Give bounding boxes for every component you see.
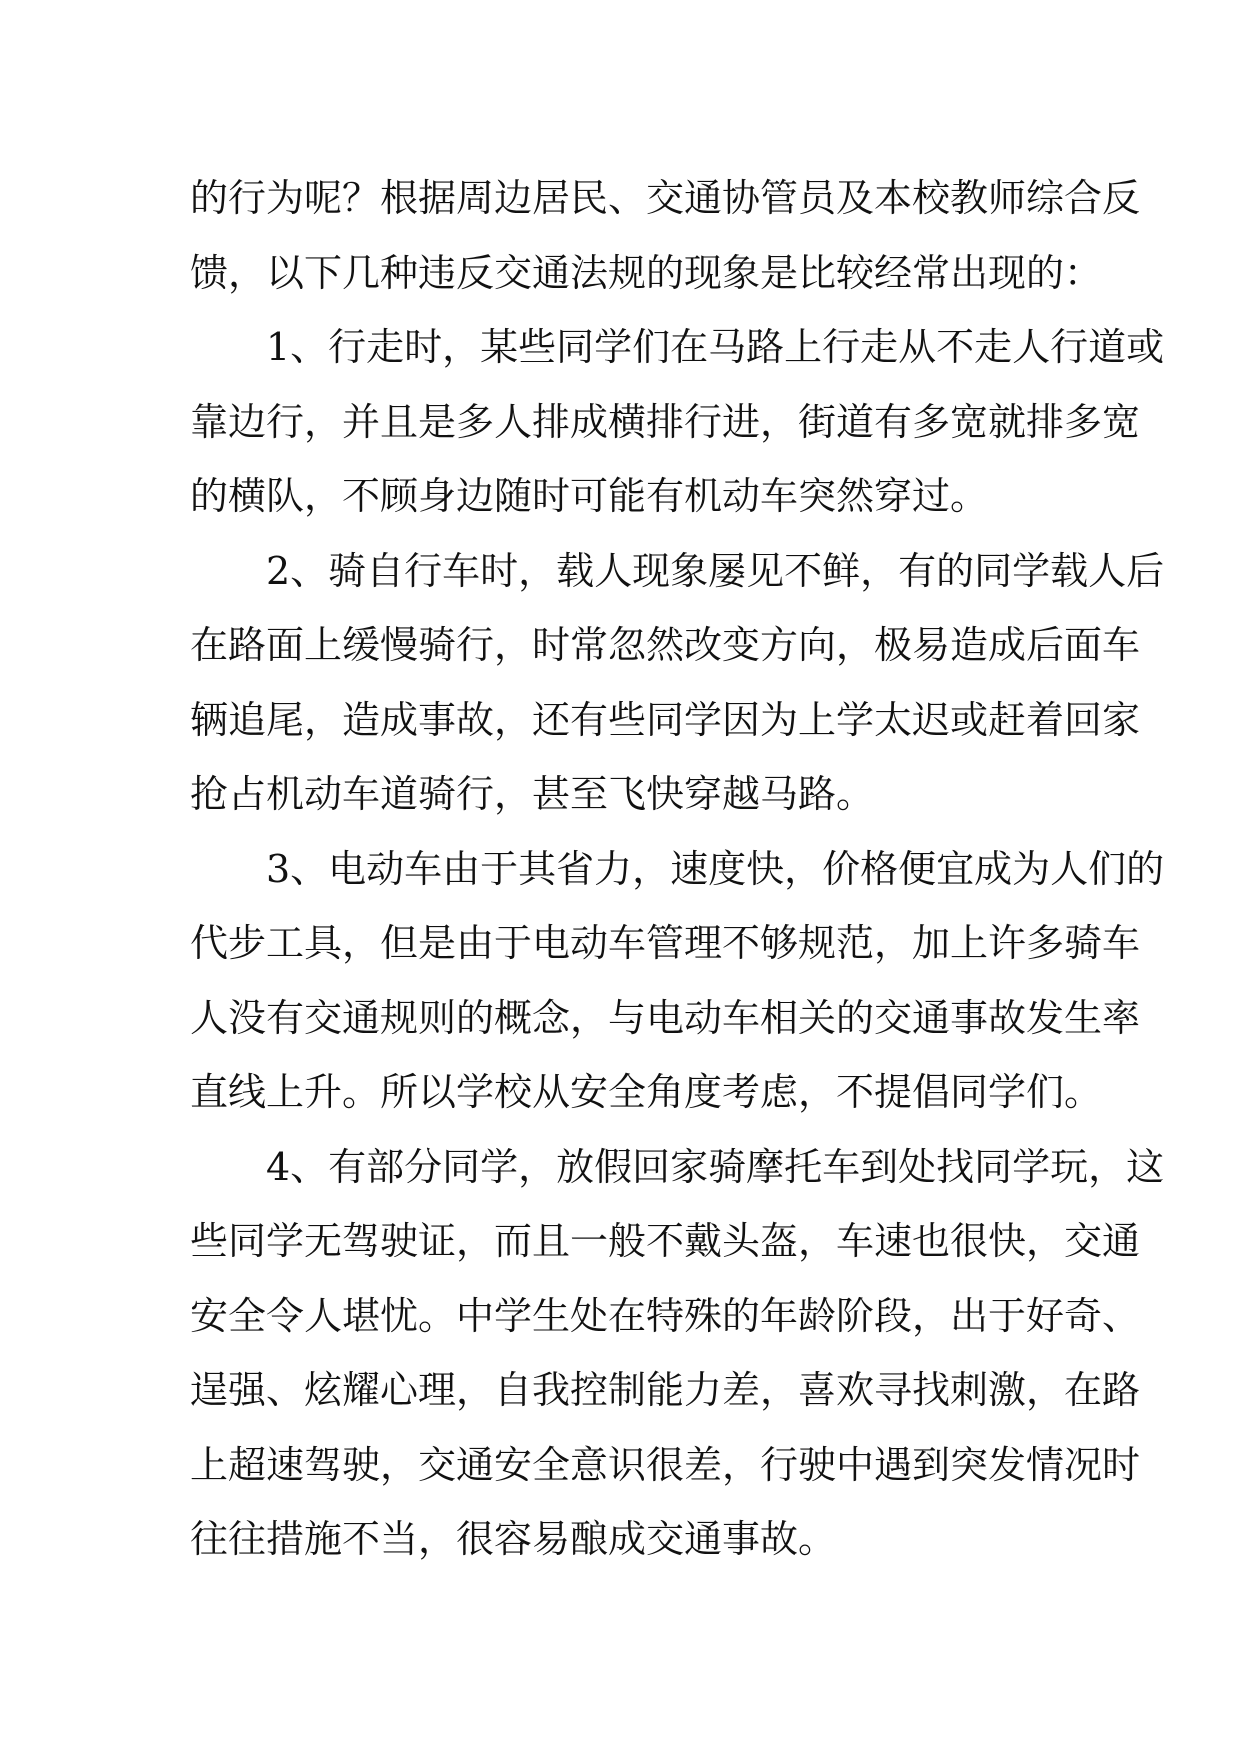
text-line: 靠边行，并且是多人排成横排行进，街道有多宽就排多宽 [190,399,1141,444]
paragraph-1-start: 1、行走时，某些同学们在马路上行走从不走人行道或 [266,325,1165,369]
paragraph-2-start: 2、骑自行车时，载人现象屡见不鲜，有的同学载人后 [266,548,1165,593]
text-line: 抢占机动车道骑行，甚至飞快穿越马路。 [190,772,875,816]
text-line: 在路面上缓慢骑行，时常忽然改变方向，极易造成后面车 [190,623,1141,667]
text-line: 上超速驾驶，交通安全意识很差，行驶中遇到突发情况时 [190,1442,1141,1487]
text-line: 往往措施不当，很容易酿成交通事故。 [190,1517,837,1561]
text-line: 人没有交通规则的概念，与电动车相关的交通事故发生率 [190,995,1141,1040]
text-line: 直线上升。所以学校从安全角度考虑，不提倡同学们。 [190,1070,1103,1114]
text-line: 的横队，不顾身边随时可能有机动车突然穿过。 [190,474,989,518]
paragraph-3-start: 3、电动车由于其省力，速度快，价格便宜成为人们的 [266,846,1165,891]
paragraph-4-start: 4、有部分同学，放假回家骑摩托车到处找同学玩，这 [266,1144,1165,1189]
text-line: 些同学无驾驶证，而且一般不戴头盔，车速也很快，交通 [190,1219,1141,1263]
text-line: 安全令人堪忧。中学生处在特殊的年龄阶段，出于好奇、 [190,1293,1141,1338]
text-line: 的行为呢？根据周边居民、交通协管员及本校教师综合反 [190,176,1141,220]
text-line: 馈，以下几种违反交通法规的现象是比较经常出现的： [190,250,1103,295]
text-line: 逞强、炫耀心理，自我控制能力差，喜欢寻找刺激，在路 [190,1368,1141,1412]
text-line: 代步工具，但是由于电动车管理不够规范，加上许多骑车 [190,921,1141,965]
body-text [190,161,1165,1577]
text-line: 辆追尾，造成事故，还有些同学因为上学太迟或赶着回家 [190,697,1141,742]
